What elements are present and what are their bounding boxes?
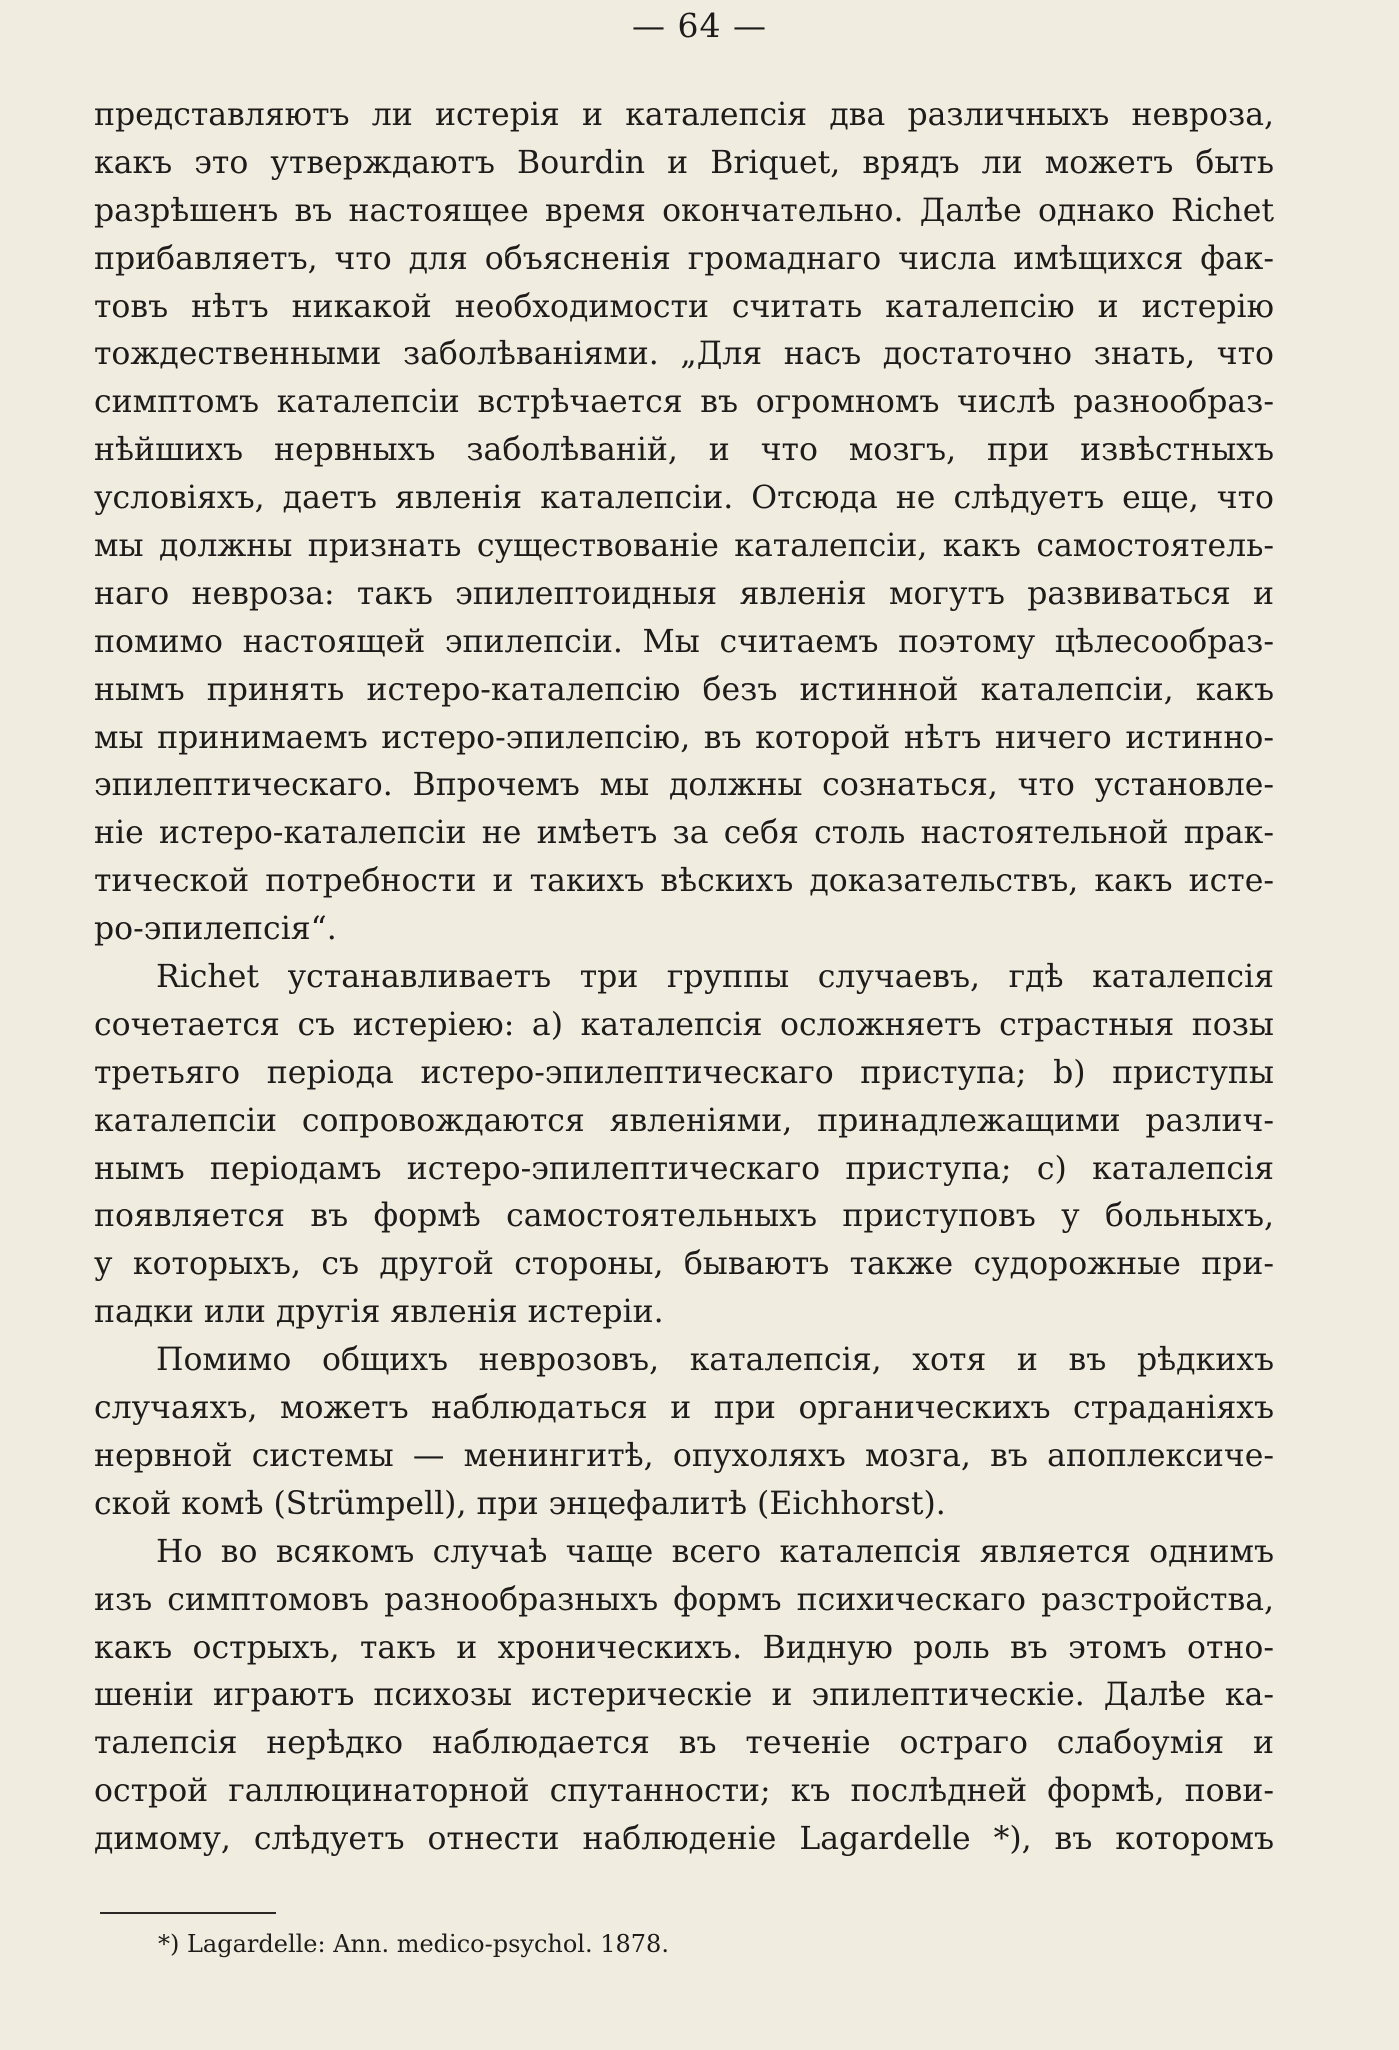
- text-line: представляютъ ли истерія и каталепсія два различныхъ невроза,: [94, 97, 1274, 133]
- page-number: — 64 —: [632, 6, 767, 45]
- text-line: условіяхъ, даетъ явленія каталепсіи. Отсюда не слѣдуетъ еще, что: [94, 480, 1274, 517]
- text-line: ро-эпилепсія“.: [94, 911, 337, 948]
- footnote: *) Lagardelle: Ann. medico-psychol. 1878.: [158, 1930, 669, 1958]
- text-line: мы принимаемъ истеро-эпилепсію, въ которой нѣтъ ничего истинно-: [94, 719, 1274, 756]
- text-line: наго невроза: такъ эпилептоидныя явленія могутъ развиваться и: [94, 575, 1274, 612]
- text-line: нымъ періодамъ истеро-эпилептическаго приступа; с) каталепсія: [94, 1150, 1274, 1187]
- text-line: помимо настоящей эпилепсіи. Мы считаемъ поэтому цѣлесообраз-: [94, 623, 1274, 660]
- text-line: нымъ принять истеро-каталепсію безъ истинной каталепсіи, какъ: [94, 671, 1274, 708]
- body-text: [94, 92, 1274, 1864]
- text-line: нервной системы — менингитѣ, опухоляхъ мозга, въ апоплексиче-: [94, 1437, 1274, 1474]
- text-line: у которыхъ, съ другой стороны, бываютъ также судорожные при-: [94, 1246, 1274, 1283]
- text-line: разрѣшенъ въ настоящее время окончательно. Далѣе однако Richet: [94, 192, 1274, 229]
- text-line: прибавляетъ, что для объясненія громаднаго числа имѣщихся фак-: [94, 240, 1274, 277]
- text-line: случаяхъ, можетъ наблюдаться и при органическихъ страданіяхъ: [94, 1390, 1274, 1427]
- text-line: тической потребности и такихъ вѣскихъ доказательствъ, какъ исте-: [94, 863, 1274, 900]
- text-line: какъ это утверждаютъ Bourdin и Briquet, врядъ ли можетъ быть: [94, 144, 1274, 181]
- paragraph-start: Но во всякомъ случаѣ чаще всего каталепсія является однимъ: [156, 1533, 1274, 1570]
- text-line: симптомъ каталепсіи встрѣчается въ огромномъ числѣ разнообраз-: [94, 384, 1274, 421]
- text-line: тождественными заболѣваніями. „Для насъ достаточно знать, что: [94, 336, 1274, 373]
- text-line: какъ острыхъ, такъ и хроническихъ. Видную роль въ этомъ отно-: [94, 1629, 1274, 1666]
- text-line: ніе истеро-каталепсіи не имѣетъ за себя столь настоятельной прак-: [94, 815, 1274, 852]
- footnote-divider: [100, 1912, 276, 1914]
- text-line: шеніи играютъ психозы истерическіе и эпилептическіе. Далѣе ка-: [94, 1677, 1274, 1714]
- paragraph-start: Richet устанавливаетъ три группы случаевъ, гдѣ каталепсія: [156, 959, 1274, 996]
- text-line: острой галлюцинаторной спутанности; къ послѣдней формѣ, пови-: [94, 1773, 1274, 1810]
- text-line: сочетается съ истеріею: а) каталепсія осложняетъ страстныя позы: [94, 1006, 1274, 1043]
- text-line: талепсія нерѣдко наблюдается въ теченіе остраго слабоумія и: [94, 1725, 1274, 1762]
- text-line: нѣйшихъ нервныхъ заболѣваній, и что мозгъ, при извѣстныхъ: [94, 432, 1274, 469]
- text-line: ской комѣ (Strümpell), при энцефалитѣ (Eichhorst).: [94, 1485, 946, 1522]
- text-line: димому, слѣдуетъ отнести наблюденіе Lagardelle *), въ которомъ: [94, 1821, 1274, 1858]
- paragraph-start: Помимо общихъ неврозовъ, каталепсія, хотя и въ рѣдкихъ: [156, 1342, 1274, 1379]
- text-line: товъ нѣтъ никакой необходимости считать каталепсію и истерію: [94, 288, 1274, 325]
- text-line: появляется въ формѣ самостоятельныхъ приступовъ у больныхъ,: [94, 1198, 1274, 1235]
- text-line: третьяго періода истеро-эпилептическаго приступа; b) приступы: [94, 1054, 1274, 1091]
- text-line: каталепсіи сопровождаются явленіями, принадлежащими различ-: [94, 1102, 1274, 1139]
- text-line: падки или другія явленія истеріи.: [94, 1294, 664, 1331]
- text-line: мы должны признать существованіе каталепсіи, какъ самостоятель-: [94, 528, 1274, 565]
- text-line: эпилептическаго. Впрочемъ мы должны сознаться, что установле-: [94, 767, 1274, 804]
- text-line: изъ симптомовъ разнообразныхъ формъ психическаго разстройства,: [94, 1581, 1274, 1618]
